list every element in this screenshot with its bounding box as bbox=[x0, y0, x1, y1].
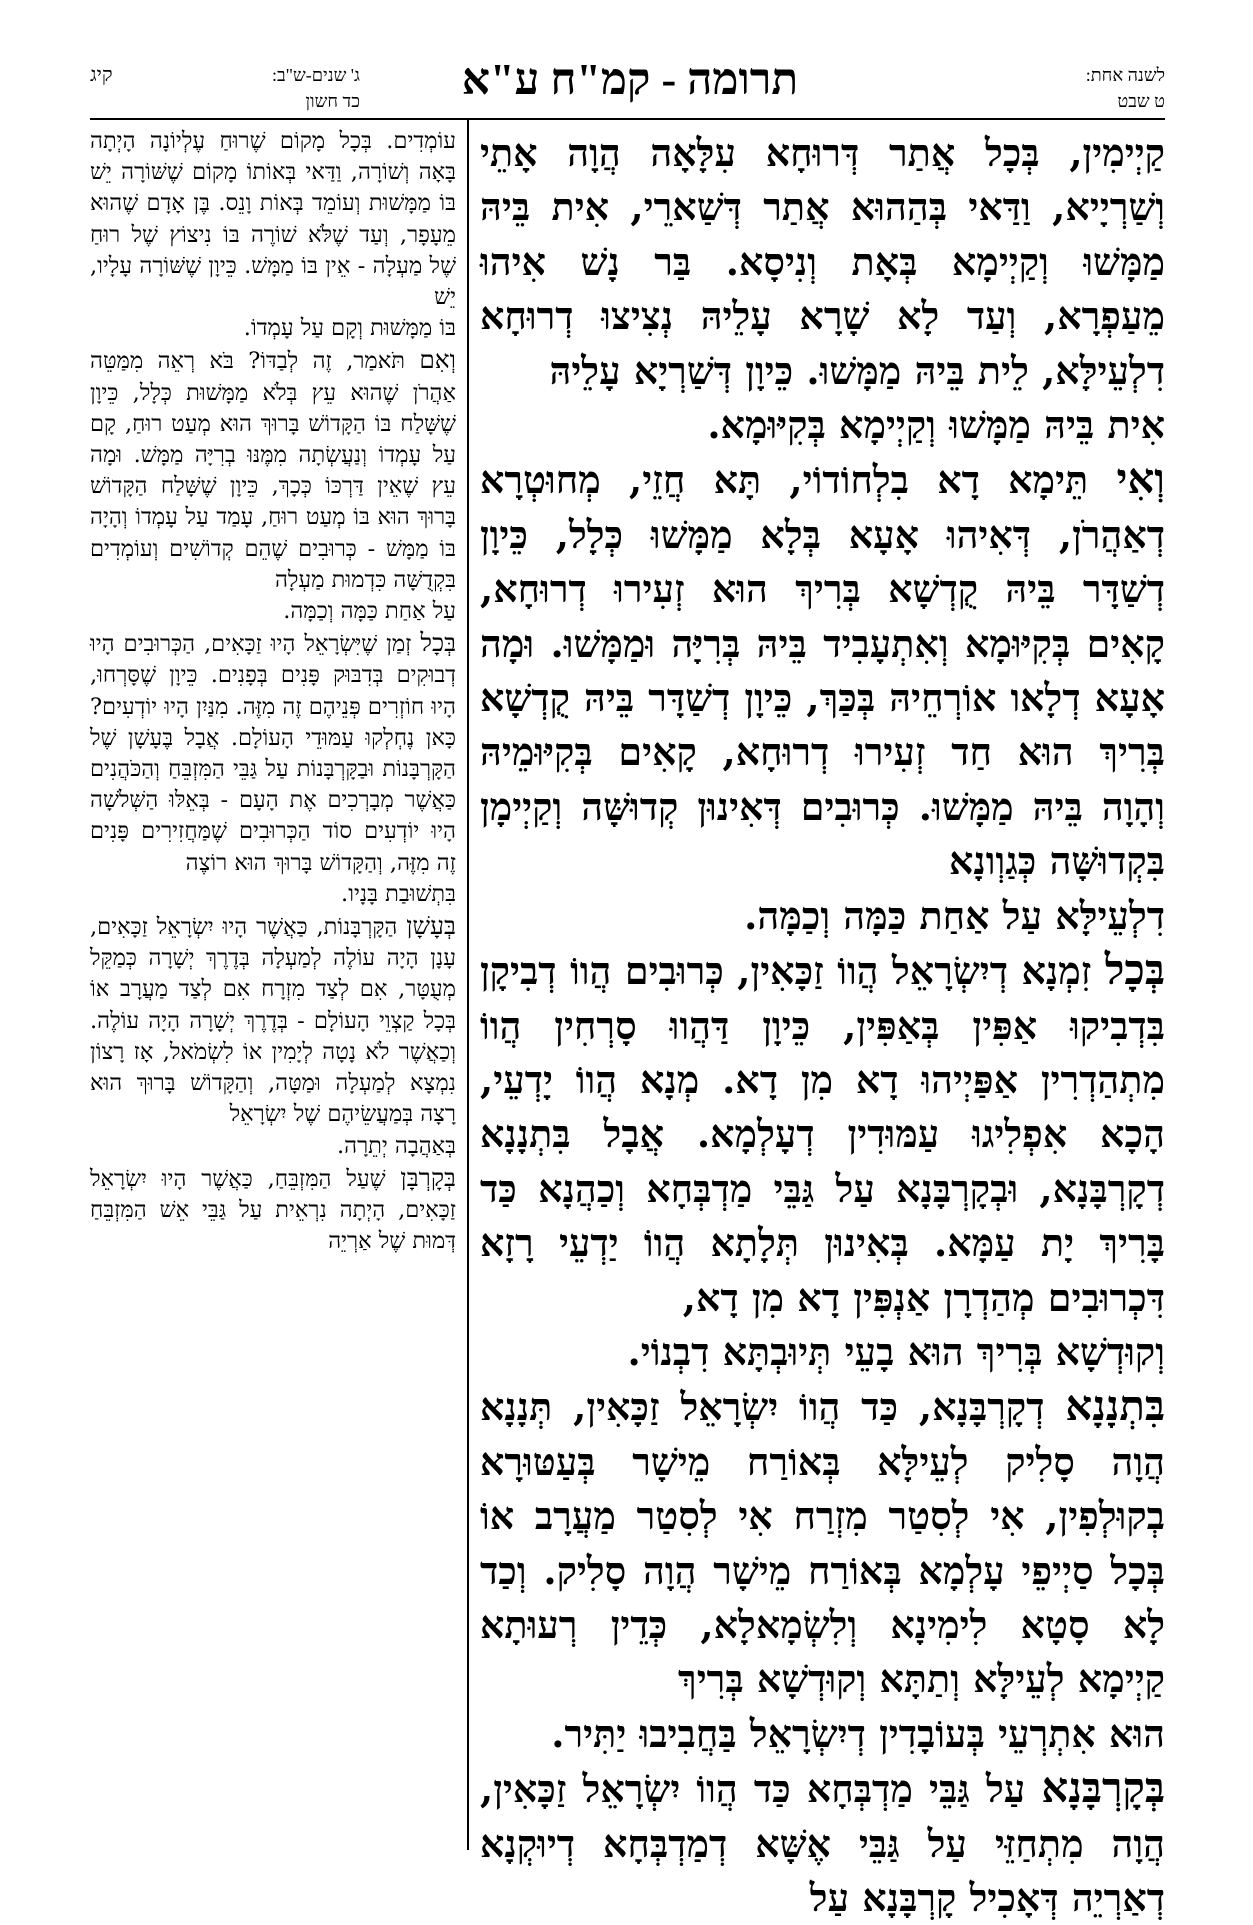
paragraph-closing-line: וְקוּדְשָׁא בְּרִיךְ הוּא בָעֵי תְּיוּבְתָּא דִבְנוֹי. bbox=[627, 1328, 1165, 1374]
header-divider bbox=[90, 118, 1165, 120]
paragraph-text: שֶׁעַל הַמִּזְבֵּחַ, כַּאֲשֶׁר הָיוּ יִשְׂרָאֵל זַכָּאִים, הָיְתָה נִרְאֵית עַל גַּבֵּי אֵשׁ הַמִּזְבֵּחַ דְּמוּת שֶׁל אַרְיֵה bbox=[90, 1165, 456, 1255]
translation-paragraph bbox=[90, 1162, 456, 1258]
paragraph-text: עַל גַּבֵּי מַדְבְּחָא כַּד הֲווֹ יִשְׂרָאֵל זַכָּאִין, הֲוָה מִתְחַזֵּי עַל גַּבֵּי אֶשָּׁא דְמַדְבְּחָא דְיוּקְנָא דְאַרְיֵה דְּאָכִיל קָרְבָּנָא עַל bbox=[480, 1766, 1165, 1920]
paragraph-text: תֹּאמַר, זֶה לְבַדּוֹ? בֹּא רְאֵה מִמַּטֵּה אַהֲרֹן שֶׁהוּא עֵץ בְּלֹא מַמָּשׁוּת כְּלָל, כֵּיוָן שֶׁשָּׁלַח בּוֹ הַקָּדוֹשׁ בָּרוּךְ הוּא מְעַט רוּחַ, קָם עַל עָמְדוֹ וְנַעֲשְׂתָה מִמֶּנּוּ בְרִיָּה מַמָּשׁ. וּמָה עֵץ שֶׁאֵין דַּרְכּוֹ כְּכָךְ, כֵּיוָן שֶׁשָּׁלַח הַקָּדוֹשׁ בָּרוּךְ הוּא בּוֹ מְעַט רוּחַ, עָמַד עַל עָמְדוֹ וְהָיָה בּוֹ מַמָּשׁ - כְּרוּבִים שֶׁהֵם קְדוֹשִׁים וְעוֹמְדִים בִּקְדֻשָּׁה כִּדְמוּת מַעְלָה bbox=[90, 348, 456, 593]
translation-paragraph bbox=[90, 627, 456, 879]
main-paragraph bbox=[480, 452, 1165, 888]
paragraph-opening-word: וְאִם bbox=[419, 345, 456, 375]
main-text-column bbox=[480, 126, 1166, 1920]
page-number: קיג bbox=[90, 64, 113, 86]
main-paragraph bbox=[480, 126, 1165, 398]
paragraph-closing-line: אִית בֵּיהּ מַמָּשׁוּ וְקַיְימָא בְּקִיּוּמָא. bbox=[707, 402, 1165, 448]
paragraph-opening-word: בְּקָרְבָּנָא bbox=[1041, 1763, 1165, 1813]
paragraph-closing-line: בּוֹ מַמָּשׁוּת וְקָם עַל עָמְדוֹ. bbox=[243, 315, 456, 342]
paragraph-text: תֵּימָא דָא בִלְחוֹדוֹי, תָּא חֲזֵי, מְחוּטְרָא דְאַהֲרֹן, דְּאִיהוּ אָעָא בְּלָא מַמָּשׁוּ כְּלָל, כֵּיוָן דְשַׁדָּר בֵּיהּ קֻדְשָׁא בְּרִיךְ הוּא זְעִירוּ דְרוּחָא, קָאִים בְּקִיּוּמָא וְאִתְעָבִיד בֵּיהּ בְּרִיָּה וּמַמָּשׁוּ. וּמָה אָעָא דְלָאו אוֹרְחֵיהּ בְּכַּךְ, כֵּיוָן דְשַׁדָּר בֵּיהּ קֻדְשָׁא בְּרִיךְ הוּא חַד זְעִירוּ דְרוּחָא, קָאִים בְּקִיּוּמֵיהּ וְהָוָה בֵּיהּ מַמָּשׁוּ. כְּרוּבִים דְּאִינוּן קְדוּשָּׁה וְקַיְימָן בִּקְדוּשָּׁה כְּגַוְונָא bbox=[480, 457, 1165, 884]
paragraph-opening-word: בְּכָל bbox=[1104, 945, 1165, 995]
main-paragraph bbox=[480, 1761, 1165, 1925]
translation-paragraph bbox=[90, 910, 456, 1130]
header-left bbox=[90, 62, 360, 116]
paragraph-text: הַקָּרְבָּנוֹת, כַּאֲשֶׁר הָיוּ יִשְׂרָאֵל זַכָּאִים, עָנָן הָיָה עוֹלֶה לְמַעְלָה בְּדֶרֶךְ יְשָׁרָה כְּמַקֵּל מְעֻטָּר, אִם לְצַד מִזְרָח אִם לְצַד מַעֲרָב אוֹ בְּכָל קַצְוֵי הָעוֹלָם - בְּדֶרֶךְ יְשָׁרָה הָיָה עוֹלֶה. וְכַאֲשֶׁר לֹא נָטָה לְיָמִין אוֹ לִשְׂמֹאל, אָז רָצוֹן נִמְצָא לְמַעְלָה וּמַטָּה, וְהַקָּדוֹשׁ בָּרוּךְ הוּא רָצָה בְּמַעֲשֵׂיהֶם שֶׁל יִשְׂרָאֵל bbox=[90, 914, 456, 1128]
header-right bbox=[1086, 62, 1165, 114]
translation-paragraph bbox=[90, 126, 456, 313]
page-title: תרומה - קמ"ח ע"א bbox=[461, 55, 799, 104]
paragraph-closing-line: בִּתְשׁוּבַת בָּנָיו. bbox=[341, 880, 456, 907]
main-paragraph bbox=[480, 943, 1165, 1325]
paragraph-closing-line: בְּאַהֲבָה יְתֵרָה. bbox=[337, 1132, 456, 1159]
translation-paragraph bbox=[90, 344, 456, 596]
paragraph-text: עוֹמְדִים. בְּכָל מָקוֹם שֶׁרוּחַ עֶלְיוֹנָה הָיְתָה בָּאָה וְשׁוֹרָה, וַדַּאי בְּאוֹתוֹ מָקוֹם שֶׁשּׁוֹרָה יֵשׁ בּוֹ מַמָּשׁוּת וְעוֹמֵד בְּאוֹת וָנֵס. בֶּן אָדָם שֶׁהוּא מֵעָפָר, וְעַד שֶׁלֹּא שׁוֹרֶה בּוֹ נִיצוֹץ שֶׁל רוּחַ שֶׁל מַעְלָה - אֵין בּוֹ מַמָּשׁ. כֵּיוָן שֶׁשּׁוֹרָה עָלָיו, יֵשׁ bbox=[90, 128, 456, 311]
header-date-one-year: ט שבט bbox=[1117, 91, 1165, 111]
paragraph-opening-word: בְּכָל bbox=[420, 628, 456, 658]
paragraph-opening-word: וְאִי bbox=[1116, 454, 1165, 504]
paragraph-text: זִמְנָא דְיִשְׂרָאֵל הֲווֹ זַכָּאִין, כְּרוּבִים הֲווֹ דְבִיקָן בִּדְבִיקוּ אַפִּין בְּאַפִּין, כֵּיוָן דַּהֲווּ סָרְחִין הֲווֹ מִתְהַדְרִין אַפַּיְיהוּ דָא מִן דָא. מְנָא הֲווֹ יָדְעֵי, הָכָא אִפְלִיגוּ עַמּוּדִין דְעָלְמָא. אֲבָל בִּתְנָנָא דְקָרְבָּנָא, וּבְקָרְבָּנָא עַל גַּבֵּי מַדְבְּחָא וְכַהֲנָא כַּד בָּרִיךְ יָת עַמָּא. בְּאִינוּן תְּלָתָא הֲווֹ יַדְעֵי רָזָא דִּכְרוּבִים מְהַדְרָן אַנְפִּין דָא מִן דָא, bbox=[480, 948, 1165, 1320]
paragraph-text: זְמַן שֶׁיִּשְׂרָאֵל הָיוּ זַכָּאִים, הַכְּרוּבִים הָיוּ דְבוּקִים בְּדִבּוּק פָּנִים בְּפָנִים. כֵּיוָן שֶׁסָּרְחוּ, הָיוּ חוֹזְרִים פְּנֵיהֶם זֶה מִזֶּה. מִנַּיִן הָיוּ יוֹדְעִים? כָּאן נֶחְלְקוּ עַמּוּדֵי הָעוֹלָם. אֲבָל בֶּעָשָׁן שֶׁל הַקָּרְבָּנוֹת וּבַקָּרְבָּנוֹת עַל גַּבֵּי הַמִּזְבֵּחַ וְהַכֹּהֲנִים כַּאֲשֶׁר מְבָרְכִים אֶת הָעָם - בְּאֵלּוּ הַשְּׁלֹשָׁה הָיוּ יוֹדְעִים סוֹד הַכְּרוּבִים שֶׁמַּחֲזִירִים פָּנִים זֶה מִזֶּה, וְהַקָּדוֹשׁ בָּרוּךְ הוּא רוֹצֶה bbox=[89, 631, 456, 876]
paragraph-closing-line: עַל אַחַת כַּמָּה וְכַמָּה. bbox=[283, 598, 456, 625]
main-paragraph bbox=[480, 1379, 1165, 1706]
running-header bbox=[90, 50, 1165, 116]
paragraph-opening-word: בְּקָרְבָּן bbox=[400, 1162, 456, 1192]
header-schedule-one-year: לשנה אחת: bbox=[1085, 65, 1165, 85]
paragraph-text: דְקָרְבָּנָא, כַּד הֲווֹ יִשְׂרָאֵל זַכָּאִין, תְּנָנָא הֲוָה סָלִיק לְעֵילָּא בְּאוֹרַח מֵישָׁר בְּעַטּוּרָא בְקוּלְפִין, אִי לְסִטַר מִזְרַח אִי לְסִטַר מַעֲרָב אוֹ בְּכָל סַיְיפֵי עָלְמָא בְּאוֹרַח מֵישָׁר הֲוָה סָלִיק. וְכַד לָא סָטָא לִימִינָא וְלִשְׂמָאלָא, כְּדֵין רְעוּתָא קַיְימָא לְעֵילָּא וְתַתָּא וְקוּדְשָׁא בְּרִיךְ bbox=[480, 1384, 1165, 1702]
header-date-three-years: כד חשון bbox=[305, 91, 360, 111]
paragraph-text: קַיְימִין, בְּכָל אֲתַר דְּרוּחָא עִלָּאָה הֲוָה אָתֵי וְשַׁרְיָיא, וַדַּאי בְּהַהוּא אֲתַר דְּשַׁארֵי, אִית בֵּיהּ מַמָּשׁוּ וְקַיְימָא בְּאָת וְנִיסָא. בַּר נָשׁ אִיהוּ מֵעַפְרָא, וְעַד לָא שָׁרָא עָלֵיהּ נְצִיצוּ דְרוּחָא דִלְעֵילָּא, לֵית בֵּיהּ מַמָּשׁוּ. כֵּיוָן דְּשַׁרְיָא עָלֵיהּ bbox=[480, 130, 1165, 393]
paragraph-opening-word: בְּעָשָׁן bbox=[406, 911, 456, 941]
paragraph-closing-line: דִלְעֵילָּא עַל אַחַת כַּמָּה וְכַמָּה. bbox=[744, 892, 1165, 938]
translation-column bbox=[90, 126, 456, 1866]
header-schedule-three-years: ג' שנים-ש"ב: bbox=[272, 65, 360, 85]
paragraph-opening-word: בִּתְנָנָא bbox=[1065, 1381, 1166, 1431]
paragraph-closing-line: הוּא אִתְרְעֵי בְּעוֹבָדִין דְיִשְׂרָאֵל בַּחֲבִיבוּ יַתִּיר. bbox=[551, 1710, 1165, 1756]
column-divider bbox=[467, 120, 469, 1850]
